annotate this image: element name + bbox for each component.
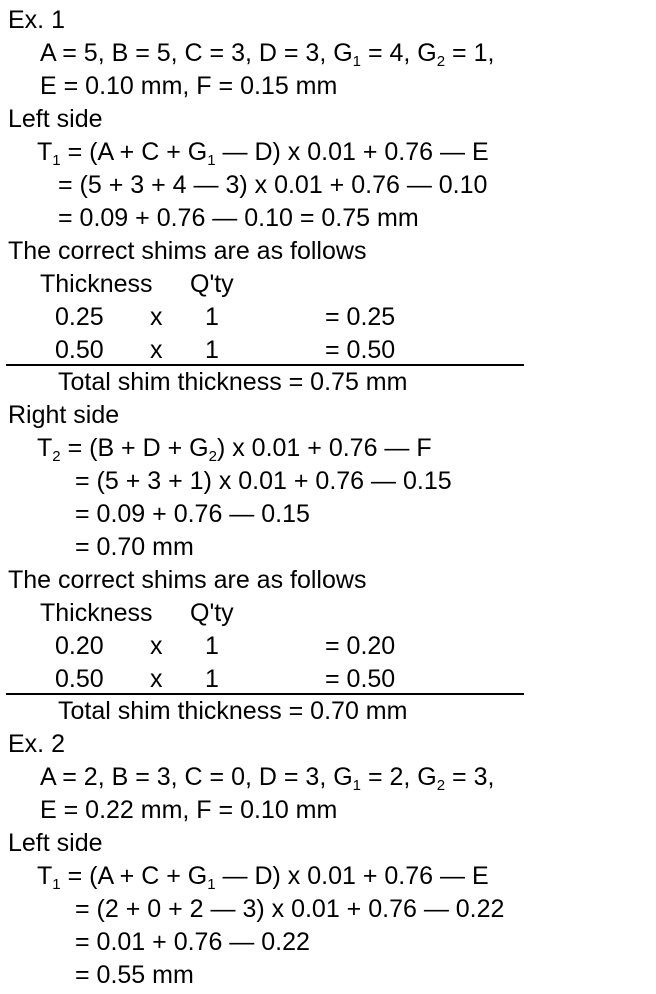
subscript: 2 bbox=[436, 53, 446, 70]
ex2-heading: Ex. 2 bbox=[8, 730, 65, 758]
ex2-left-step-1: = (2 + 0 + 2 — 3) x 0.01 + 0.76 — 0.22 bbox=[75, 895, 505, 923]
ex2-left-step-2: = 0.01 + 0.76 — 0.22 bbox=[75, 928, 310, 956]
ex1-right-shims-intro: The correct shims are as follows bbox=[8, 566, 367, 594]
shim-qty: 1 bbox=[205, 632, 219, 660]
shim-result: = 0.25 bbox=[325, 303, 396, 331]
shim-result: = 0.50 bbox=[325, 665, 396, 693]
subscript: 2 bbox=[52, 448, 61, 465]
shim-x: x bbox=[150, 336, 163, 364]
ex1-given-1a: A = 5, B = 5, C = 3, D = 3, G bbox=[40, 39, 353, 67]
ex2-left-heading: Left side bbox=[8, 829, 103, 857]
subscript: 2 bbox=[436, 777, 446, 794]
ex1-left-step-2: = 0.09 + 0.76 — 0.10 = 0.75 mm bbox=[58, 204, 419, 232]
shim-result: = 0.50 bbox=[325, 336, 396, 364]
shim-qty: 1 bbox=[205, 665, 219, 693]
ex1-left-col-qty: Q'ty bbox=[190, 270, 234, 298]
shim-x: x bbox=[150, 632, 163, 660]
formula-t: T bbox=[37, 862, 53, 890]
subscript: 1 bbox=[352, 53, 362, 70]
ex1-left-total: Total shim thickness = 0.75 mm bbox=[58, 368, 408, 396]
formula-part: = (A + C + G bbox=[60, 138, 208, 166]
ex1-given-line-1 bbox=[40, 37, 494, 70]
ex1-right-col-thickness: Thickness bbox=[40, 599, 153, 627]
subscript: 1 bbox=[352, 777, 362, 794]
ex1-right-col-qty: Q'ty bbox=[190, 599, 234, 627]
ex1-heading: Ex. 1 bbox=[8, 6, 65, 34]
subscript: 1 bbox=[52, 876, 61, 893]
shim-thickness: 0.50 bbox=[55, 665, 104, 693]
ex1-right-total: Total shim thickness = 0.70 mm bbox=[58, 697, 408, 725]
ex2-given-1c: = 3, bbox=[445, 763, 495, 791]
shim-x: x bbox=[150, 303, 163, 331]
ex1-left-formula bbox=[37, 136, 489, 169]
ex2-given-line-2: E = 0.22 mm, F = 0.10 mm bbox=[40, 796, 338, 824]
ex1-left-step-1: = (5 + 3 + 4 — 3) x 0.01 + 0.76 — 0.10 bbox=[58, 171, 488, 199]
ex2-left-step-3: = 0.55 mm bbox=[75, 961, 194, 989]
shim-thickness: 0.20 bbox=[55, 632, 104, 660]
formula-part: ) x 0.01 + 0.76 — F bbox=[216, 434, 432, 462]
ex1-right-heading: Right side bbox=[8, 401, 120, 429]
ex1-right-step-3: = 0.70 mm bbox=[75, 533, 194, 561]
shim-thickness: 0.50 bbox=[55, 336, 104, 364]
formula-part: = (B + D + G bbox=[60, 434, 209, 462]
shim-qty: 1 bbox=[205, 303, 219, 331]
ex1-right-step-1: = (5 + 3 + 1) x 0.01 + 0.76 — 0.15 bbox=[75, 467, 452, 495]
formula-part: — D) x 0.01 + 0.76 — E bbox=[215, 862, 489, 890]
ex1-left-col-thickness: Thickness bbox=[40, 270, 153, 298]
formula-t: T bbox=[37, 434, 53, 462]
ex1-right-formula bbox=[37, 432, 432, 465]
shim-x: x bbox=[150, 665, 163, 693]
ex1-left-shims-intro: The correct shims are as follows bbox=[8, 237, 367, 265]
formula-t: T bbox=[37, 138, 53, 166]
formula-part: = (A + C + G bbox=[60, 862, 208, 890]
shim-thickness: 0.25 bbox=[55, 303, 104, 331]
ex2-given-1a: A = 2, B = 3, C = 0, D = 3, G bbox=[40, 763, 353, 791]
ex2-given-line-1 bbox=[40, 761, 494, 794]
subscript: 1 bbox=[207, 876, 216, 893]
ex1-right-step-2: = 0.09 + 0.76 — 0.15 bbox=[75, 500, 310, 528]
shim-result: = 0.20 bbox=[325, 632, 396, 660]
ex1-given-1b: = 4, G bbox=[361, 39, 437, 67]
ex2-left-formula bbox=[37, 860, 489, 893]
formula-part: — D) x 0.01 + 0.76 — E bbox=[215, 138, 489, 166]
subscript: 2 bbox=[208, 448, 217, 465]
shim-qty: 1 bbox=[205, 336, 219, 364]
subscript: 1 bbox=[207, 152, 216, 169]
subscript: 1 bbox=[52, 152, 61, 169]
ex2-given-1b: = 2, G bbox=[361, 763, 437, 791]
ex1-given-line-2: E = 0.10 mm, F = 0.15 mm bbox=[40, 72, 338, 100]
ex1-given-1c: = 1, bbox=[445, 39, 495, 67]
ex1-left-heading: Left side bbox=[8, 105, 103, 133]
